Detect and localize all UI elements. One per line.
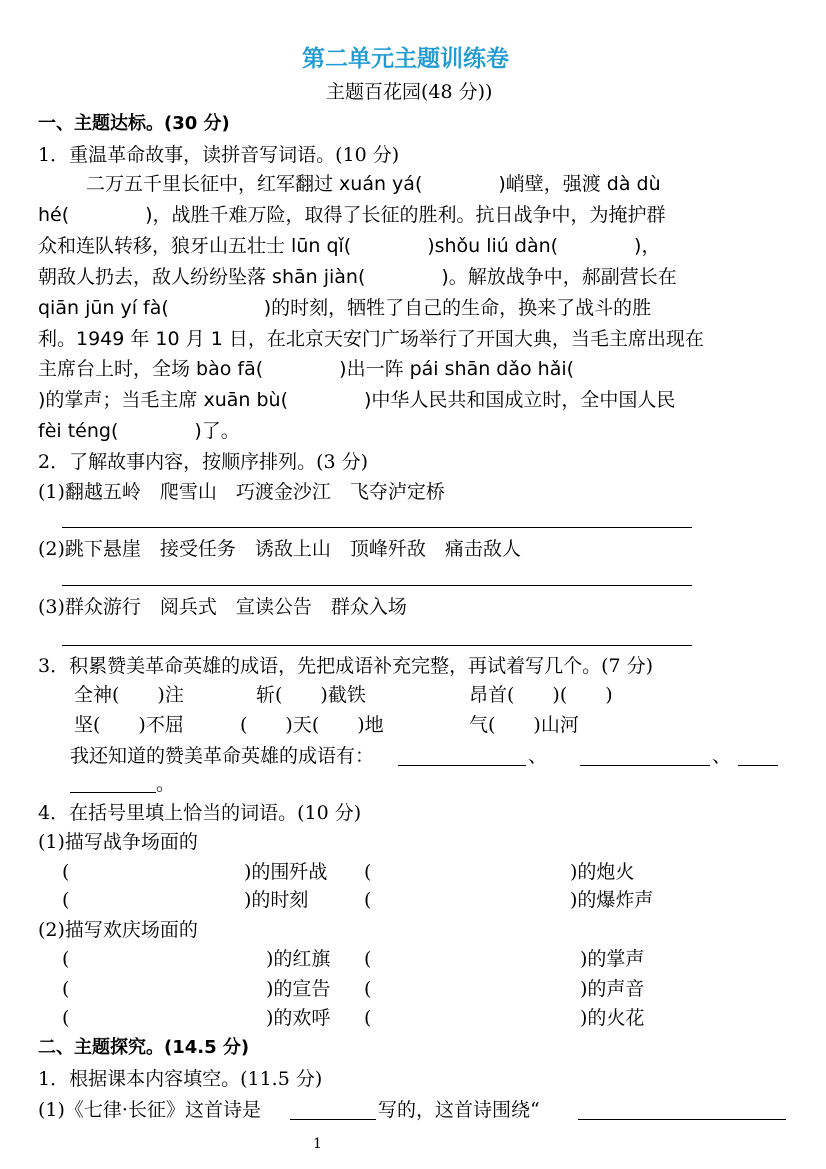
q4-group-2-title: (2)描写欢庆场面的 — [38, 919, 198, 941]
separator: 、 — [528, 745, 548, 767]
page-title: 第二单元主题训练卷 — [302, 46, 509, 72]
q1-line-5: qiān jūn yí fà( )的时刻，牺牲了自己的生命，换来了战斗的胜 — [38, 297, 652, 319]
phrase: )的时刻 — [244, 889, 309, 911]
answer-line — [398, 765, 526, 766]
phrase: )的围歼战 — [244, 861, 328, 883]
phrase: )的红旗 — [266, 948, 331, 970]
q1-line-2: hé( )，战胜千难万险，取得了长征的胜利。抗日战争中，为掩护群 — [38, 204, 666, 226]
answer-line — [290, 1119, 376, 1120]
separator: 、 — [712, 745, 732, 767]
answer-line — [738, 765, 778, 766]
part2-q1-item-a: (1)《七律·长征》这首诗是 — [38, 1099, 261, 1121]
part2-q1-item-b: 写的，这首诗围绕“ — [378, 1099, 540, 1121]
question-4-prompt: 4．在括号里填上恰当的词语。(10 分) — [38, 802, 362, 824]
answer-line — [578, 1119, 786, 1120]
idiom-1: 全神( )注 — [74, 684, 184, 706]
open-paren: ( — [364, 889, 372, 911]
q1-line-7: 主席台上时，全场 bào fā( )出一阵 pái shān dǎo hǎi( — [38, 358, 575, 380]
known-idioms-label: 我还知道的赞美革命英雄的成语有： — [70, 745, 375, 767]
idiom-2: 斩( )截铁 — [256, 684, 366, 706]
question-3-prompt: 3．积累赞美革命英雄的成语，先把成语补充完整，再试着写几个。(7 分) — [38, 655, 654, 677]
q4-group-1-title: (1)描写战争场面的 — [38, 831, 198, 853]
phrase: )的宣告 — [266, 978, 331, 1000]
question-2-prompt: 2．了解故事内容，按顺序排列。(3 分) — [38, 451, 369, 473]
open-paren: ( — [364, 978, 372, 1000]
q1-line-4: 朝敌人扔去，敌人纷纷坠落 shān jiàn( )。解放战争中，郝副营长在 — [38, 266, 677, 288]
open-paren: ( — [62, 1007, 70, 1029]
q1-line-8: )的掌声；当毛主席 xuān bù( )中华人民共和国成立时，全中国人民 — [38, 389, 676, 411]
idiom-5: ( )天( )地 — [240, 714, 384, 736]
open-paren: ( — [62, 978, 70, 1000]
open-paren: ( — [364, 861, 372, 883]
open-paren: ( — [62, 948, 70, 970]
page-number: 1 — [313, 1136, 322, 1152]
phrase: )的欢呼 — [266, 1007, 331, 1029]
open-paren: ( — [62, 861, 70, 883]
phrase: )的炮火 — [570, 861, 635, 883]
open-paren: ( — [364, 948, 372, 970]
end-mark: 。 — [156, 773, 176, 795]
open-paren: ( — [62, 889, 70, 911]
idiom-6: 气( )山河 — [469, 714, 579, 736]
q1-line-6: 利。1949 年 10 月 1 日，在北京天安门广场举行了开国大典，当毛主席出现在 — [38, 328, 704, 350]
answer-line — [62, 585, 692, 586]
phrase: )的声音 — [580, 978, 645, 1000]
phrase: )的火花 — [580, 1007, 645, 1029]
idiom-3: 昂首( )( ) — [469, 684, 613, 706]
section-heading-1: 一、主题达标。(30 分) — [38, 113, 230, 134]
answer-line — [70, 792, 156, 793]
q1-line-3: 众和连队转移，狼牙山五壮士 lūn qǐ( )shǒu liú dàn( )， — [38, 235, 661, 257]
page-subtitle: 主题百花园(48 分)) — [326, 81, 493, 103]
q2-item-1: (1)翻越五岭 爬雪山 巧渡金沙江 飞夺泸定桥 — [38, 481, 445, 503]
phrase: )的爆炸声 — [570, 889, 654, 911]
q2-item-2: (2)跳下悬崖 接受任务 诱敌上山 顶峰歼敌 痛击敌人 — [38, 538, 521, 560]
section-heading-2: 二、主题探究。(14.5 分) — [38, 1037, 250, 1058]
question-1-prompt: 1．重温革命故事，读拼音写词语。(10 分) — [38, 144, 400, 166]
idiom-4: 坚( )不屈 — [74, 714, 184, 736]
part2-question-1-prompt: 1．根据课本内容填空。(11.5 分) — [38, 1068, 323, 1090]
q1-line-1: 二万五千里长征中，红军翻过 xuán yá( )峭壁，强渡 dà dù — [86, 173, 661, 195]
q2-item-3: (3)群众游行 阅兵式 宣读公告 群众入场 — [38, 596, 407, 618]
q1-line-9: fèi téng( )了。 — [38, 420, 240, 442]
phrase: )的掌声 — [580, 948, 645, 970]
open-paren: ( — [364, 1007, 372, 1029]
answer-line — [580, 765, 710, 766]
answer-line — [62, 645, 692, 646]
answer-line — [62, 527, 692, 528]
